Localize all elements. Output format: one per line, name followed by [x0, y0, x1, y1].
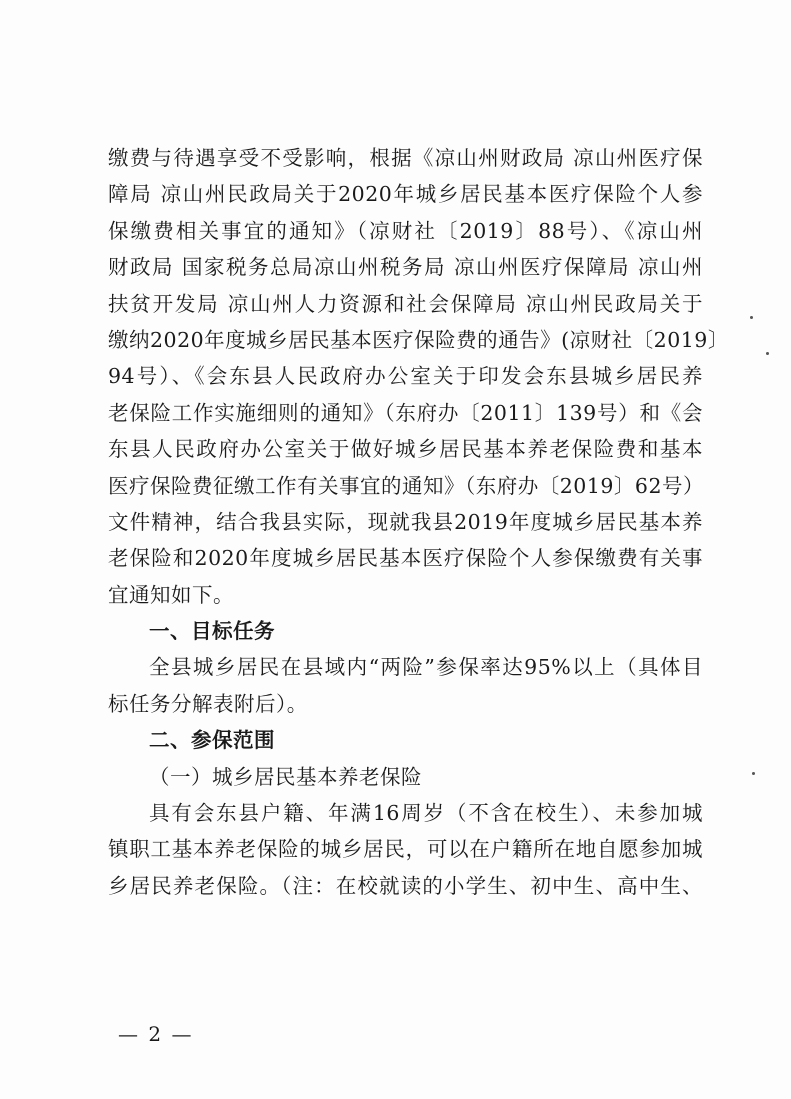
body-line: 财政局 国家税务总局凉山州税务局 凉山州医疗保障局 凉山州 [108, 255, 703, 280]
subsection1-line: 乡居民养老保险。（注：在校就读的小学生、初中生、高中生、 [108, 873, 703, 898]
subsection1-line: 具有会东县户籍、年满16周岁（不含在校生）、未参加城 [149, 801, 703, 826]
body-line: 老保险工作实施细则的通知》（东府办〔2011〕139号）和《会 [108, 400, 703, 425]
scan-speck [752, 772, 755, 775]
section1-line: 全县城乡居民在县域内“两险”参保率达95%以上（具体目 [149, 655, 703, 680]
body-line: 宜通知如下。 [108, 582, 234, 607]
subsection1-line: 镇职工基本养老保险的城乡居民，可以在户籍所在地自愿参加城 [108, 837, 703, 862]
scan-speck [766, 352, 769, 355]
document-body [108, 140, 729, 904]
body-line: 扶贫开发局 凉山州人力资源和社会保障局 凉山州民政局关于 [108, 291, 703, 316]
body-line: 保缴费相关事宜的通知》（凉财社〔2019〕88号）、《凉山州 [108, 218, 703, 243]
body-line: 障局 凉山州民政局关于2020年城乡居民基本医疗保险个人参 [108, 182, 703, 207]
section-heading-targets: 一、目标任务 [149, 619, 275, 644]
body-line: 文件精神，结合我县实际，现就我县2019年度城乡居民基本养 [108, 509, 703, 534]
body-line: 缴纳2020年度城乡居民基本医疗保险费的通告》(凉财社〔2019〕 [108, 327, 729, 352]
body-line: 94号）、《会东县人民政府办公室关于印发会东县城乡居民养 [108, 364, 703, 389]
subsection-heading-pension: （一）城乡居民基本养老保险 [149, 764, 422, 789]
body-line: 缴费与待遇享受不受影响，根据《凉山州财政局 凉山州医疗保 [108, 146, 703, 170]
body-line: 医疗保险费征缴工作有关事宜的通知》（东府办〔2019〕62号） [108, 473, 705, 498]
scan-speck [750, 316, 753, 319]
body-line: 老保险和2020年度城乡居民基本医疗保险个人参保缴费有关事 [108, 546, 703, 571]
section1-line: 标任务分解表附后）。 [108, 691, 308, 716]
body-line: 东县人民政府办公室关于做好城乡居民基本养老保险费和基本 [108, 437, 703, 462]
page-number: — 2 — [118, 1022, 194, 1046]
section-heading-scope: 二、参保范围 [149, 728, 275, 753]
